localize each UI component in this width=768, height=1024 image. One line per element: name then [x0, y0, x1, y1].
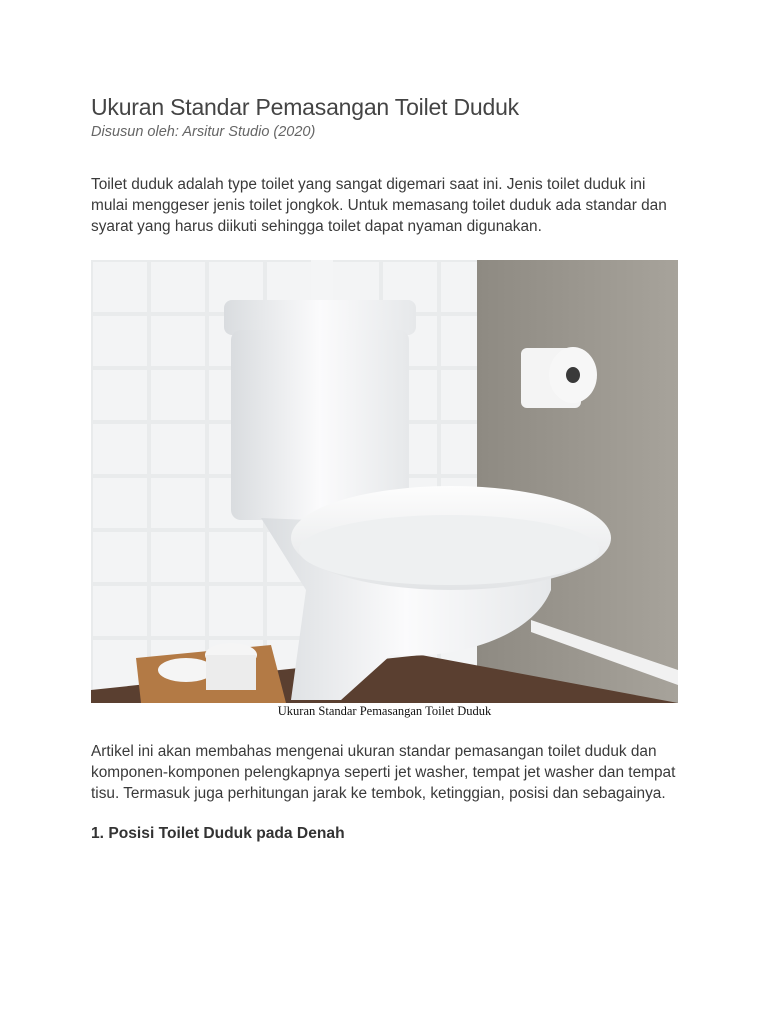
article: [91, 92, 681, 845]
section-heading: 1. Posisi Toilet Duduk pada Denah: [91, 825, 345, 842]
article-title: Ukuran Standar Pemasangan Toilet Duduk: [91, 94, 519, 120]
body-paragraph: Artikel ini akan membahas mengenai ukuran standar pemasangan toilet duduk dan komponen-komponen pelengkapnya seperti jet washer, tempat jet washer dan tempat tisu. Termasuk juga perhitungan jarak ke tembok, ketinggian, posisi dan sebagainya.: [91, 743, 676, 802]
article-author: Disusun oleh: Arsitur Studio (2020): [91, 124, 316, 140]
toilet-photo: [91, 260, 678, 703]
figure-caption: Ukuran Standar Pemasangan Toilet Duduk: [277, 704, 492, 718]
figure: [91, 260, 678, 719]
intro-paragraph: Toilet duduk adalah type toilet yang sangat digemari saat ini. Jenis toilet duduk ini mulai menggeser jenis toilet jongkok. Untuk memasang toilet duduk ada standar dan syarat yang harus diikuti sehingga toilet dapat nyaman digunakan.: [91, 176, 667, 235]
